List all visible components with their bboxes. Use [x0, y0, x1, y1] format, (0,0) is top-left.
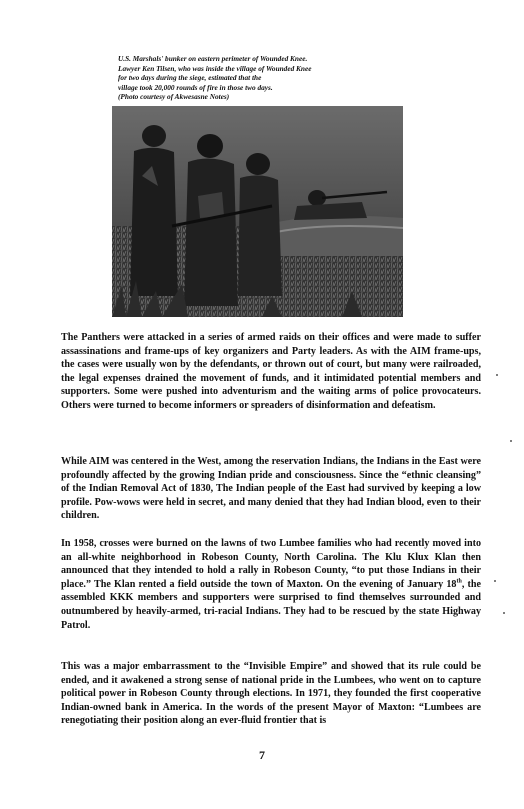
paragraph-panthers: The Panthers were attacked in a series of armed raids on their offices and were made to suffer assassinations and frame-ups of key organizers and Party leaders. As with the AIM frame-ups, the cases were usually won by the defendants, or thrown out of court, but many were railroaded, the legal expenses drained the movement of funds, and it intimidated potential members and supporters. Some were pushed into adventurism and the waiting arms of police provocateurs. Others were turned to become informers or spreaders of disinformation and defeatism. [61, 332, 481, 411]
scan-speck [496, 374, 498, 376]
page-number: 7 [259, 748, 265, 762]
scan-speck [510, 440, 512, 442]
paragraph-aim-east: While AIM was centered in the West, among the reservation Indians, the Indians in the East were profoundly affected by the growing Indian pride and consciousness. Since the “ethnic cleansing” of the Indian Removal Act of 1830, The Indian people of the East had survived by keeping a low profile. Pow-wows were held in secret, and many denied that they had Indian blood, even to their children. [61, 456, 481, 522]
ordinal-suffix: th [456, 578, 462, 585]
scan-speck [503, 612, 505, 614]
photo-illustration [112, 106, 403, 317]
scan-speck [494, 580, 496, 582]
photo-caption: U.S. Marshals' bunker on eastern perimeter of Wounded Knee. Lawyer Ken Tilsen, who was inside the village of Wounded Knee for two days during the siege, estimated that the village took 20,000 rounds of fire in those two days. (Photo courtesy of Akwesasne Notes) [118, 54, 312, 102]
paragraph-lumbee-1958 [61, 537, 481, 632]
paragraph-lumbee-1958-part-b: , the assembled KKK members and supporters were surprised to find themselves surrounded and outnumbered by heavily-armed, tri-racial Indians. They had to be rescued by the state Highway Patrol. [61, 578, 481, 631]
marshals-bunker-photo [112, 106, 403, 317]
paragraph-lumbee-1958-part-a: In 1958, crosses were burned on the lawns of two Lumbee families who had recently moved into an all-white neighborhood in Robeson County, North Carolina. The Klu Klux Klan then announced that they intended to hold a rally in Robeson County, “to put those Indians in their place.” The Klan rented a field outside the town of Maxton. On the evening of January 18 [61, 538, 481, 590]
paragraph-invisible-empire: This was a major embarrassment to the “Invisible Empire” and showed that its rule could be ended, and it awakened a strong sense of national pride in the Lumbees, who went on to capture political power in Robeson County through elections. In 1971, they founded the first cooperative Indian-owned bank in America. In the words of the present Mayor of Maxton: “Lumbees are renegotiating their position along an ever-fluid frontier that is [61, 661, 481, 727]
